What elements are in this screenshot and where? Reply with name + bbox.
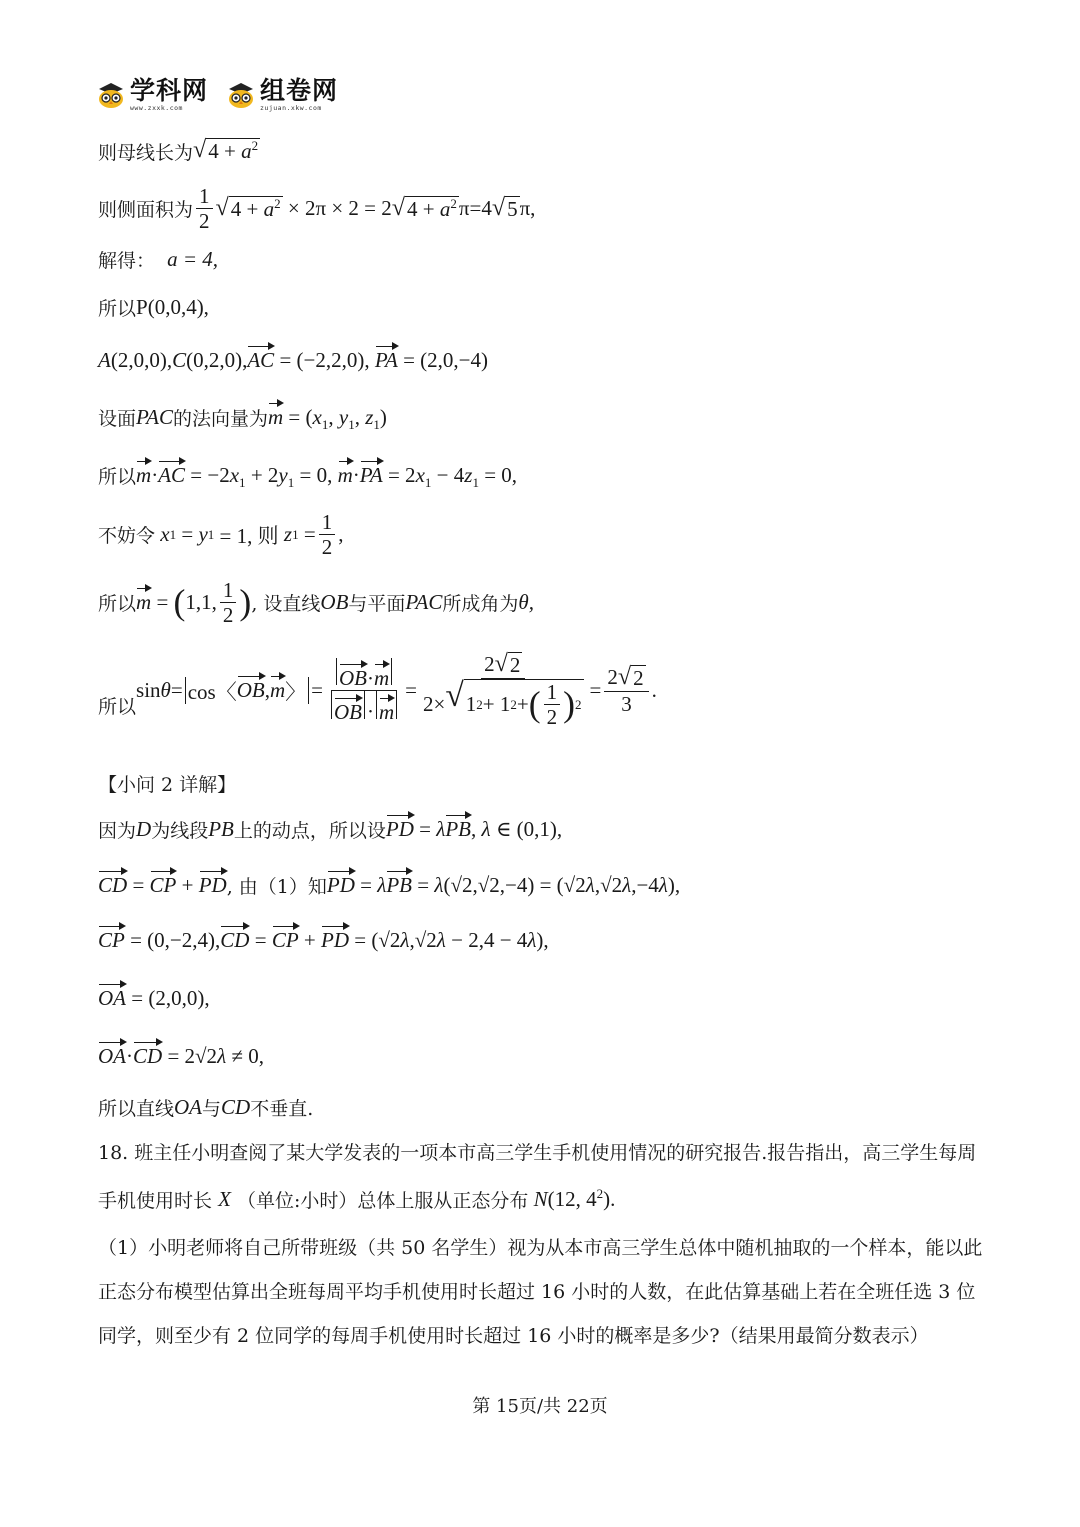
- math-expression: x 1 = y 1 = 1, 则 z 1 = $\frac{1}{2}$ ,: [160, 510, 344, 560]
- math-expression: $m\cdot AC = -2x_1 + 2y_1 = 0$, $m\cdot PA = 2x_1 - 4z_1 = 0$,: [136, 463, 518, 491]
- math-expression: $m = (x_1$, $y_1$, $z_1$): [268, 405, 387, 433]
- solution-line: 则母线长为 √ $4 + a^2$: [98, 136, 259, 164]
- logo-name: 学科网: [130, 76, 209, 105]
- solution-line: 则侧面积为 $\frac{1}{2}$ √ $4 + a^2$ × 2π × 2 = 2 √ $4 + a^2$ π=4 √ 5 π,: [98, 184, 536, 234]
- solution-line: 所以 sin θ = cos〈 OB , m 〉 = $\frac{OB\cdot m}{OB \cdot m}$ = 2 √ 2 2× √ 1 2 + 1 2 + ( $\frac{1}{2}$ ) 2 = 2 √ 2 3 .: [98, 650, 657, 730]
- math-expression: N(12, $4^2$).: [533, 1186, 616, 1211]
- question-18-line: 18. 班主任小明查阅了某大学发表的一项本市高三学生手机使用情况的研究报告.报告指出，高三学生每周: [98, 1142, 977, 1164]
- sub-question-heading: 【小问 2 详解】: [98, 774, 237, 796]
- math-expression: OA·CD = 2√2λ ≠ 0,: [98, 1044, 264, 1068]
- owl-mascot-icon: [226, 81, 256, 109]
- solution-line: [98, 1044, 264, 1069]
- logo-url: zujuan.xkw.com: [260, 104, 322, 112]
- math-expression: OA = (2,0,0),: [98, 986, 210, 1010]
- logo-name: 组卷网: [260, 76, 339, 105]
- math-expression: $\frac{1}{2}$ √ $4 + a^2$ × 2π × 2 = 2 √ $4 + a^2$ π=4 √ 5 π,: [193, 184, 535, 233]
- question-18-part-1: （1）小明老师将自己所带班级（共 50 名学生）视为从本市高三学生总体中随机抽取的一个样本，能以此正态分布模型估算出全班每周平均手机使用时长超过 16 小时的人数，在此估算基础上若在全班任选 3 位同学，则至少有 2 位同学的每周手机使用时长超过 16 小时的概率是多少?（结果用最简分数表示）: [98, 1237, 983, 1347]
- solution-line: 所以 P(0,0,4),: [98, 295, 209, 320]
- math-expression: m = ( 1,1, $\frac{1}{2}$ ): [136, 578, 252, 628]
- solution-line: 不妨令 x 1 = y 1 = 1, 则 z 1 = $\frac{1}{2}$ ,: [98, 510, 344, 560]
- solution-line: 解得： a = 4,: [98, 247, 219, 272]
- math-expression: sin θ = cos〈 OB , m 〉 = $\frac{OB\cdot m}{OB \cdot m}$ = 2 √ 2 2× √ 1 2 + 1 2 + ( $\frac{1}{2}$ ) 2 = 2 √ 2 3 .: [136, 650, 657, 730]
- page-footer: 第 15页/共 22页: [472, 1396, 608, 1417]
- question-18-line: 手机使用时长 X （单位:小时）总体上服从正态分布 N(12, $4^2$).: [98, 1186, 616, 1212]
- logo-url: www.zxxk.com: [130, 104, 183, 112]
- solution-line: [98, 986, 210, 1011]
- solution-line: CD = CP + PD , 由（1）知 PD = λPB = λ(√2,√2,−4) = (√2λ,√2λ,−4λ),: [98, 873, 681, 898]
- solution-line: [98, 928, 549, 953]
- math-expression: CP = (0,−2,4),CD = CP + PD = (√2λ,√2λ − 2,4 − 4λ),: [98, 928, 549, 952]
- header-logos: [96, 78, 338, 112]
- solution-line: 所以 $m\cdot AC = -2x_1 + 2y_1 = 0$, $m\cdot PA = 2x_1 - 4z_1 = 0$,: [98, 463, 518, 491]
- math-expression: √ $4 + a^2$: [193, 136, 259, 164]
- solution-line: 因为 D 为线段 PB 上的动点，所以设 PD = λPB, λ ∈ (0,1),: [98, 817, 563, 842]
- logo-zujuanwang: [226, 78, 338, 112]
- solution-line: 所以 m = ( 1,1, $\frac{1}{2}$ ) , 设直线 OB 与平面 PAC 所成角为 θ,: [98, 578, 534, 628]
- logo-xuekewang: [96, 78, 208, 112]
- owl-mascot-icon: [96, 81, 126, 109]
- solution-line: 设面 PAC 的法向量为 $m = (x_1$, $y_1$, $z_1$): [98, 405, 387, 433]
- math-expression: CD = CP + PD: [98, 873, 227, 897]
- solution-line: 所以直线 OA 与 CD 不垂直.: [98, 1095, 314, 1120]
- math-expression: PD = λPB = λ(√2,√2,−4) = (√2λ,√2λ,−4λ),: [326, 873, 681, 897]
- math-expression: A(2,0,0),C(0,2,0),AC = (−2,2,0), PA = (2,0,−4): [98, 348, 489, 372]
- math-expression: PD = λPB, λ ∈ (0,1),: [385, 817, 563, 841]
- solution-line: [98, 348, 488, 373]
